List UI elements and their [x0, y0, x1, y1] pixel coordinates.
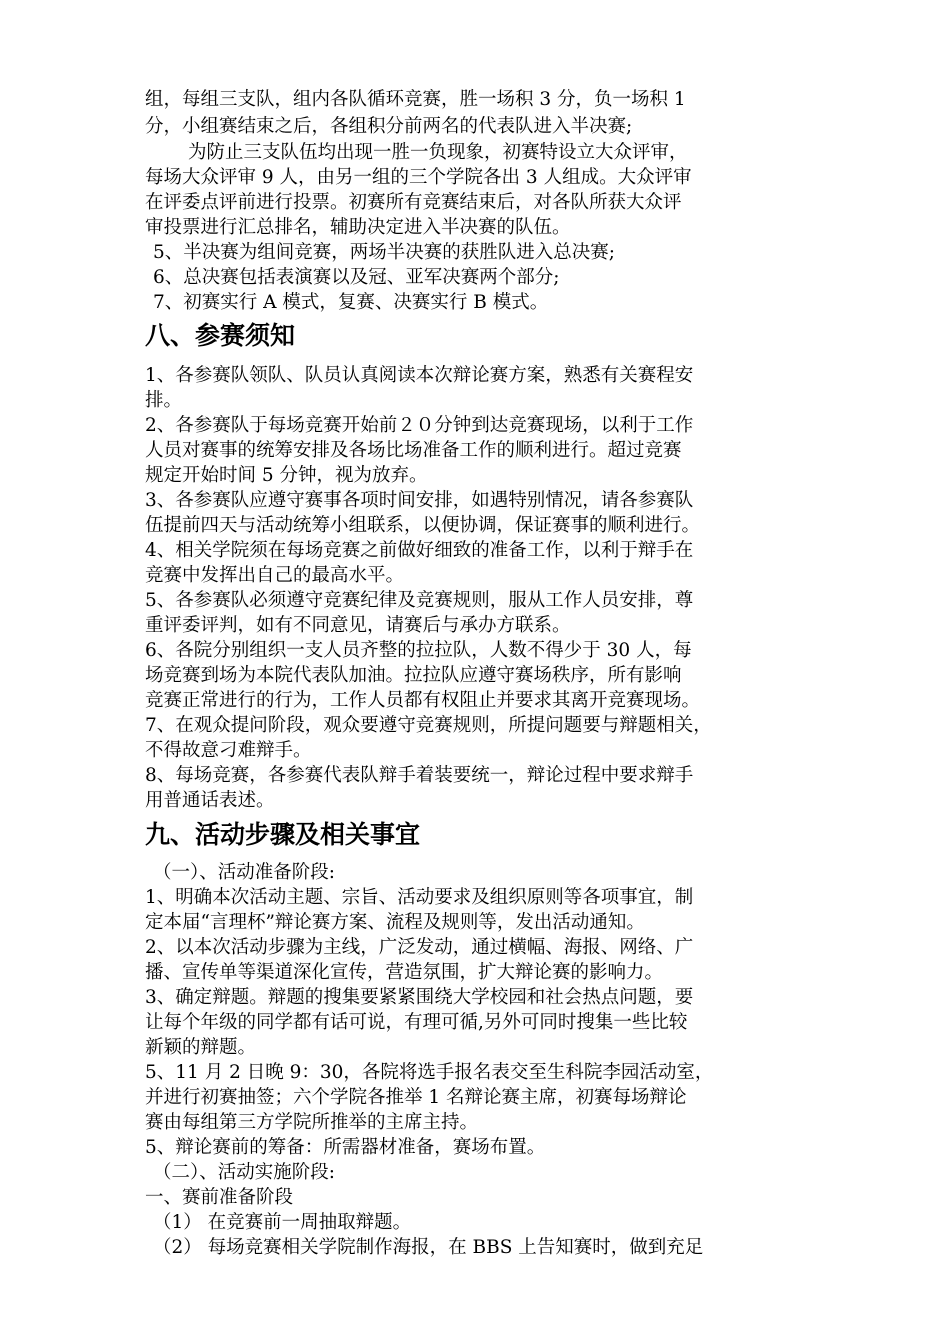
text-line: 并进行初赛抽签；六个学院各推举 1 名辩论赛主席，初赛每场辩论: [145, 1087, 687, 1108]
text-line: 新颖的辩题。: [145, 1037, 257, 1058]
section-heading: 九、活动步骤及相关事宜: [145, 820, 421, 849]
text-line: 让每个年级的同学都有话可说，有理可循,另外可同时搜集一些比较: [145, 1012, 688, 1033]
text-line: 用普通话表述。: [145, 790, 275, 811]
text-line: 8、每场竞赛，各参赛代表队辩手着装要统一，辩论过程中要求辩手: [145, 765, 694, 786]
text-line: 审投票进行汇总排名，辅助决定进入半决赛的队伍。: [145, 217, 571, 238]
text-line: 3、确定辩题。辩题的搜集要紧紧围绕大学校园和社会热点问题，要: [145, 987, 694, 1008]
text-line: 竞赛中发挥出自己的最高水平。: [145, 565, 405, 586]
text-line: 在评委点评前进行投票。初赛所有竞赛结束后，对各队所获大众评: [145, 192, 682, 213]
text-line: 2、以本次活动步骤为主线，广泛发动，通过横幅、海报、网络、广: [145, 937, 694, 958]
text-line: 5、半决赛为组间竞赛，两场半决赛的获胜队进入总决赛;: [153, 242, 616, 263]
text-line: 6、各院分别组织一支人员齐整的拉拉队，人数不得少于 30 人，每: [145, 640, 692, 661]
text-line: 5、辩论赛前的筹备：所需器材准备，赛场布置。: [145, 1137, 546, 1158]
text-line: 一、赛前准备阶段: [145, 1187, 294, 1208]
text-line: 1、明确本次活动主题、宗旨、活动要求及组织原则等各项事宜，制: [145, 887, 694, 908]
text-line: 7、在观众提问阶段，观众要遵守竞赛规则，所提问题要与辩题相关，: [145, 715, 712, 736]
text-line: （1） 在竞赛前一周抽取辩题。: [153, 1212, 412, 1233]
text-line: 为防止三支队伍均出现一胜一负现象，初赛特设立大众评审，: [188, 142, 688, 163]
text-line: （2） 每场竞赛相关学院制作海报，在 BBS 上告知赛时，做到充足: [153, 1237, 704, 1258]
text-line: （一）、活动准备阶段:: [153, 862, 335, 883]
text-line: 排。: [145, 390, 183, 411]
text-line: 1、各参赛队领队、队员认真阅读本次辩论赛方案，熟悉有关赛程安: [145, 365, 694, 386]
text-line: 定本届“言理杯”辩论赛方案、流程及规则等，发出活动通知。: [145, 912, 645, 933]
text-line: 5、11 月 2 日晚 9：30，各院将选手报名表交至生科院李园活动室，: [145, 1062, 714, 1083]
text-line: 场竞赛到场为本院代表队加油。拉拉队应遵守赛场秩序，所有影响: [145, 665, 682, 686]
text-line: 赛由每组第三方学院所推举的主席主持。: [145, 1112, 479, 1133]
text-line: 重评委评判，如有不同意见，请赛后与承办方联系。: [145, 615, 571, 636]
text-line: 分，小组赛结束之后，各组积分前两名的代表队进入半决赛;: [145, 116, 633, 137]
text-line: 规定开始时间 5 分钟，视为放弃。: [145, 465, 428, 486]
text-line: 组，每组三支队，组内各队循环竞赛，胜一场积 3 分，负一场积 1: [145, 89, 686, 110]
text-line: 不得故意刁难辩手。: [145, 740, 312, 761]
text-line: 2、各参赛队于每场竞赛开始前２０分钟到达竞赛现场，以利于工作: [145, 415, 694, 436]
text-line: 3、各参赛队应遵守赛事各项时间安排，如遇特别情况，请各参赛队: [145, 490, 694, 511]
text-line: 人员对赛事的统筹安排及各场比场准备工作的顺利进行。超过竞赛: [145, 440, 682, 461]
section-heading: 八、参赛须知: [145, 321, 296, 350]
text-line: 播、宣传单等渠道深化宣传，营造氛围，扩大辩论赛的影响力。: [145, 962, 664, 983]
text-line: 伍提前四天与活动统筹小组联系，以便协调，保证赛事的顺利进行。: [145, 515, 701, 536]
text-line: 竞赛正常进行的行为，工作人员都有权阻止并要求其离开竞赛现场。: [145, 690, 701, 711]
text-line: 5、各参赛队必须遵守竞赛纪律及竞赛规则，服从工作人员安排，尊: [145, 590, 694, 611]
text-line: 6、总决赛包括表演赛以及冠、亚军决赛两个部分;: [153, 267, 560, 288]
text-line: （二）、活动实施阶段:: [153, 1162, 335, 1183]
text-line: 4、相关学院须在每场竞赛之前做好细致的准备工作，以利于辩手在: [145, 540, 694, 561]
text-line: 7、初赛实行 A 模式，复赛、决赛实行 B 模式。: [153, 292, 549, 313]
text-line: 每场大众评审 9 人，由另一组的三个学院各出 3 人组成。大众评审: [145, 167, 692, 188]
